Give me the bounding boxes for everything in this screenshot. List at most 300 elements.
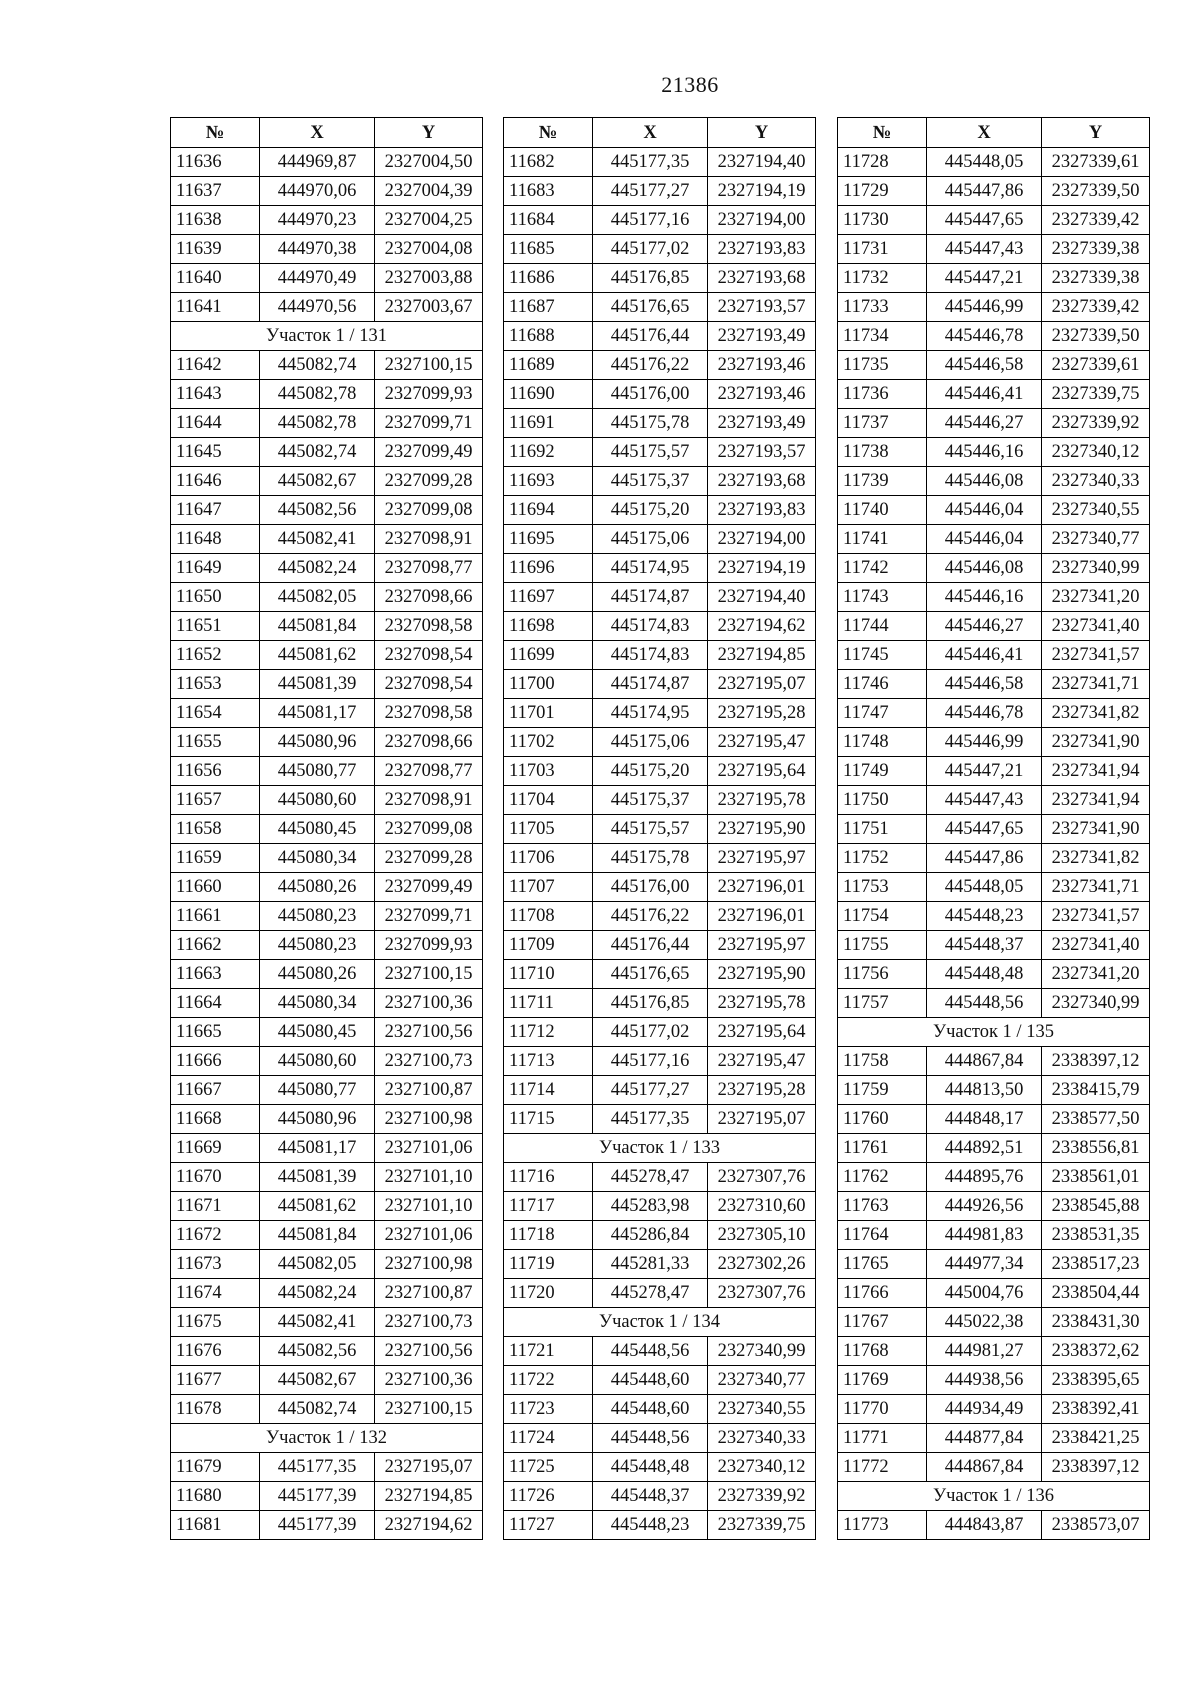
x-coordinate-cell: 445175,37 (593, 786, 708, 815)
y-coordinate-cell: 2327196,01 (708, 902, 816, 931)
x-coordinate-cell: 445080,23 (260, 931, 375, 960)
y-coordinate-cell: 2327339,50 (1042, 177, 1150, 206)
point-number-cell: 11709 (504, 931, 593, 960)
table-row (171, 1366, 483, 1395)
point-number-cell: 11724 (504, 1424, 593, 1453)
point-number-cell: 11711 (504, 989, 593, 1018)
y-coordinate-cell: 2338415,79 (1042, 1076, 1150, 1105)
table-row (504, 1337, 816, 1366)
table-row (838, 1250, 1150, 1279)
point-number-cell: 11681 (171, 1511, 260, 1540)
y-coordinate-cell: 2327099,93 (375, 931, 483, 960)
table-row (171, 844, 483, 873)
table-row (171, 641, 483, 670)
y-coordinate-cell: 2327098,77 (375, 757, 483, 786)
table-row (838, 1134, 1150, 1163)
table-row (838, 380, 1150, 409)
y-coordinate-cell: 2327341,71 (1042, 873, 1150, 902)
x-coordinate-cell: 445446,58 (927, 670, 1042, 699)
table-row (171, 1511, 483, 1540)
table-row (504, 699, 816, 728)
table-row (838, 525, 1150, 554)
x-coordinate-cell: 445278,47 (593, 1279, 708, 1308)
point-number-cell: 11683 (504, 177, 593, 206)
y-coordinate-cell: 2327341,20 (1042, 583, 1150, 612)
y-coordinate-cell: 2327195,07 (708, 670, 816, 699)
y-coordinate-cell: 2327100,15 (375, 1395, 483, 1424)
x-coordinate-cell: 445174,83 (593, 612, 708, 641)
y-coordinate-cell: 2327340,99 (708, 1337, 816, 1366)
y-coordinate-cell: 2327195,47 (708, 1047, 816, 1076)
y-coordinate-cell: 2327100,73 (375, 1047, 483, 1076)
point-number-cell: 11687 (504, 293, 593, 322)
table-row (838, 322, 1150, 351)
y-coordinate-cell: 2327341,82 (1042, 699, 1150, 728)
y-coordinate-cell: 2327196,01 (708, 873, 816, 902)
table-row (838, 1105, 1150, 1134)
y-coordinate-cell: 2327194,62 (375, 1511, 483, 1540)
x-coordinate-cell: 445177,02 (593, 235, 708, 264)
section-row (504, 1134, 816, 1163)
x-coordinate-cell: 445448,56 (593, 1424, 708, 1453)
point-number-cell: 11756 (838, 960, 927, 989)
point-number-cell: 11677 (171, 1366, 260, 1395)
y-coordinate-cell: 2327195,78 (708, 989, 816, 1018)
point-number-cell: 11717 (504, 1192, 593, 1221)
point-number-cell: 11693 (504, 467, 593, 496)
table-header-row (838, 118, 1150, 148)
point-number-cell: 11702 (504, 728, 593, 757)
table-row (838, 1076, 1150, 1105)
section-row (171, 1424, 483, 1453)
x-coordinate-cell: 445176,85 (593, 264, 708, 293)
x-coordinate-cell: 444867,84 (927, 1047, 1042, 1076)
y-coordinate-cell: 2327004,08 (375, 235, 483, 264)
y-coordinate-cell: 2338421,25 (1042, 1424, 1150, 1453)
y-coordinate-cell: 2327100,15 (375, 960, 483, 989)
table-row (504, 1221, 816, 1250)
point-number-cell: 11744 (838, 612, 927, 641)
point-number-cell: 11764 (838, 1221, 927, 1250)
point-number-cell: 11668 (171, 1105, 260, 1134)
point-number-cell: 11751 (838, 815, 927, 844)
table-row (838, 786, 1150, 815)
table-row (171, 1250, 483, 1279)
point-number-cell: 11698 (504, 612, 593, 641)
x-coordinate-cell: 445176,65 (593, 960, 708, 989)
y-coordinate-cell: 2327100,98 (375, 1250, 483, 1279)
header-number: № (171, 118, 260, 148)
header-x: X (927, 118, 1042, 148)
y-coordinate-cell: 2327098,66 (375, 728, 483, 757)
y-coordinate-cell: 2327099,28 (375, 844, 483, 873)
point-number-cell: 11639 (171, 235, 260, 264)
x-coordinate-cell: 445080,60 (260, 786, 375, 815)
y-coordinate-cell: 2327340,77 (1042, 525, 1150, 554)
x-coordinate-cell: 445080,60 (260, 1047, 375, 1076)
x-coordinate-cell: 445446,78 (927, 322, 1042, 351)
table-row (171, 554, 483, 583)
x-coordinate-cell: 445448,23 (927, 902, 1042, 931)
x-coordinate-cell: 444926,56 (927, 1192, 1042, 1221)
point-number-cell: 11706 (504, 844, 593, 873)
x-coordinate-cell: 445175,20 (593, 496, 708, 525)
y-coordinate-cell: 2327195,78 (708, 786, 816, 815)
x-coordinate-cell: 445447,21 (927, 757, 1042, 786)
y-coordinate-cell: 2327339,75 (1042, 380, 1150, 409)
point-number-cell: 11696 (504, 554, 593, 583)
table-row (838, 1453, 1150, 1482)
point-number-cell: 11680 (171, 1482, 260, 1511)
table-row (171, 612, 483, 641)
y-coordinate-cell: 2327340,33 (708, 1424, 816, 1453)
point-number-cell: 11671 (171, 1192, 260, 1221)
y-coordinate-cell: 2327004,39 (375, 177, 483, 206)
x-coordinate-cell: 445446,41 (927, 641, 1042, 670)
header-y: Y (1042, 118, 1150, 148)
y-coordinate-cell: 2327193,49 (708, 409, 816, 438)
point-number-cell: 11694 (504, 496, 593, 525)
point-number-cell: 11690 (504, 380, 593, 409)
point-number-cell: 11670 (171, 1163, 260, 1192)
table-row (504, 1366, 816, 1395)
table-row (504, 351, 816, 380)
x-coordinate-cell: 445446,27 (927, 409, 1042, 438)
point-number-cell: 11712 (504, 1018, 593, 1047)
section-row (838, 1018, 1150, 1047)
point-number-cell: 11673 (171, 1250, 260, 1279)
table-row (171, 293, 483, 322)
table-row (171, 1047, 483, 1076)
x-coordinate-cell: 445174,95 (593, 699, 708, 728)
x-coordinate-cell: 444895,76 (927, 1163, 1042, 1192)
x-coordinate-cell: 444970,23 (260, 206, 375, 235)
x-coordinate-cell: 445446,99 (927, 293, 1042, 322)
point-number-cell: 11705 (504, 815, 593, 844)
y-coordinate-cell: 2338392,41 (1042, 1395, 1150, 1424)
x-coordinate-cell: 444843,87 (927, 1511, 1042, 1540)
x-coordinate-cell: 445082,41 (260, 525, 375, 554)
x-coordinate-cell: 445446,16 (927, 583, 1042, 612)
x-coordinate-cell: 445177,02 (593, 1018, 708, 1047)
section-label: Участок 1 / 135 (838, 1018, 1150, 1047)
table-row (504, 844, 816, 873)
x-coordinate-cell: 445177,35 (593, 1105, 708, 1134)
point-number-cell: 11727 (504, 1511, 593, 1540)
point-number-cell: 11686 (504, 264, 593, 293)
point-number-cell: 11760 (838, 1105, 927, 1134)
point-number-cell: 11757 (838, 989, 927, 1018)
x-coordinate-cell: 445177,16 (593, 206, 708, 235)
point-number-cell: 11713 (504, 1047, 593, 1076)
x-coordinate-cell: 445448,05 (927, 148, 1042, 177)
x-coordinate-cell: 445447,65 (927, 815, 1042, 844)
point-number-cell: 11725 (504, 1453, 593, 1482)
point-number-cell: 11692 (504, 438, 593, 467)
point-number-cell: 11758 (838, 1047, 927, 1076)
x-coordinate-cell: 445176,44 (593, 322, 708, 351)
table-row (171, 1163, 483, 1192)
x-coordinate-cell: 445175,06 (593, 728, 708, 757)
point-number-cell: 11646 (171, 467, 260, 496)
y-coordinate-cell: 2327195,64 (708, 757, 816, 786)
y-coordinate-cell: 2327098,77 (375, 554, 483, 583)
table-row (504, 989, 816, 1018)
header-y: Y (375, 118, 483, 148)
point-number-cell: 11654 (171, 699, 260, 728)
x-coordinate-cell: 445082,74 (260, 351, 375, 380)
y-coordinate-cell: 2327098,54 (375, 670, 483, 699)
point-number-cell: 11674 (171, 1279, 260, 1308)
table-row (504, 148, 816, 177)
point-number-cell: 11661 (171, 902, 260, 931)
point-number-cell: 11767 (838, 1308, 927, 1337)
x-coordinate-cell: 445080,23 (260, 902, 375, 931)
y-coordinate-cell: 2327339,92 (1042, 409, 1150, 438)
y-coordinate-cell: 2327099,93 (375, 380, 483, 409)
y-coordinate-cell: 2327099,49 (375, 438, 483, 467)
x-coordinate-cell: 445448,60 (593, 1395, 708, 1424)
x-coordinate-cell: 445447,65 (927, 206, 1042, 235)
y-coordinate-cell: 2327100,87 (375, 1076, 483, 1105)
table-row (171, 931, 483, 960)
x-coordinate-cell: 445176,44 (593, 931, 708, 960)
point-number-cell: 11666 (171, 1047, 260, 1076)
y-coordinate-cell: 2327340,12 (708, 1453, 816, 1482)
x-coordinate-cell: 445448,56 (593, 1337, 708, 1366)
point-number-cell: 11733 (838, 293, 927, 322)
section-row (171, 322, 483, 351)
y-coordinate-cell: 2327003,67 (375, 293, 483, 322)
table-row (504, 525, 816, 554)
y-coordinate-cell: 2327098,54 (375, 641, 483, 670)
table-row (504, 293, 816, 322)
section-label: Участок 1 / 131 (171, 322, 483, 351)
table-row (504, 1076, 816, 1105)
table-row (504, 1163, 816, 1192)
table-row (838, 148, 1150, 177)
point-number-cell: 11663 (171, 960, 260, 989)
point-number-cell: 11678 (171, 1395, 260, 1424)
y-coordinate-cell: 2327195,07 (375, 1453, 483, 1482)
section-label: Участок 1 / 132 (171, 1424, 483, 1453)
x-coordinate-cell: 444970,38 (260, 235, 375, 264)
x-coordinate-cell: 444981,27 (927, 1337, 1042, 1366)
point-number-cell: 11769 (838, 1366, 927, 1395)
x-coordinate-cell: 445082,67 (260, 467, 375, 496)
table-row (171, 1134, 483, 1163)
point-number-cell: 11745 (838, 641, 927, 670)
table-row (504, 1047, 816, 1076)
x-coordinate-cell: 445446,16 (927, 438, 1042, 467)
y-coordinate-cell: 2327193,49 (708, 322, 816, 351)
x-coordinate-cell: 444969,87 (260, 148, 375, 177)
x-coordinate-cell: 444938,56 (927, 1366, 1042, 1395)
point-number-cell: 11737 (838, 409, 927, 438)
y-coordinate-cell: 2327193,83 (708, 235, 816, 264)
point-number-cell: 11688 (504, 322, 593, 351)
point-number-cell: 11684 (504, 206, 593, 235)
table-row (504, 1424, 816, 1453)
x-coordinate-cell: 445447,43 (927, 235, 1042, 264)
point-number-cell: 11763 (838, 1192, 927, 1221)
point-number-cell: 11708 (504, 902, 593, 931)
x-coordinate-cell: 445082,05 (260, 583, 375, 612)
table-row (171, 1192, 483, 1221)
x-coordinate-cell: 445080,26 (260, 960, 375, 989)
y-coordinate-cell: 2327307,76 (708, 1163, 816, 1192)
point-number-cell: 11676 (171, 1337, 260, 1366)
table-row (171, 1018, 483, 1047)
y-coordinate-cell: 2327099,71 (375, 902, 483, 931)
x-coordinate-cell: 445177,39 (260, 1482, 375, 1511)
point-number-cell: 11656 (171, 757, 260, 786)
point-number-cell: 11770 (838, 1395, 927, 1424)
point-number-cell: 11682 (504, 148, 593, 177)
table-row (504, 873, 816, 902)
x-coordinate-cell: 445175,57 (593, 438, 708, 467)
x-coordinate-cell: 445176,00 (593, 873, 708, 902)
y-coordinate-cell: 2327194,85 (375, 1482, 483, 1511)
table-row (171, 1076, 483, 1105)
y-coordinate-cell: 2327341,71 (1042, 670, 1150, 699)
table-row (838, 757, 1150, 786)
header-y: Y (708, 118, 816, 148)
y-coordinate-cell: 2327098,58 (375, 612, 483, 641)
x-coordinate-cell: 445175,78 (593, 409, 708, 438)
point-number-cell: 11710 (504, 960, 593, 989)
y-coordinate-cell: 2327340,99 (1042, 989, 1150, 1018)
x-coordinate-cell: 445174,87 (593, 670, 708, 699)
x-coordinate-cell: 445080,34 (260, 844, 375, 873)
x-coordinate-cell: 445446,04 (927, 496, 1042, 525)
x-coordinate-cell: 445175,57 (593, 815, 708, 844)
y-coordinate-cell: 2338372,62 (1042, 1337, 1150, 1366)
point-number-cell: 11691 (504, 409, 593, 438)
y-coordinate-cell: 2327194,19 (708, 554, 816, 583)
table-row (171, 1308, 483, 1337)
y-coordinate-cell: 2327100,56 (375, 1337, 483, 1366)
table-row (504, 1105, 816, 1134)
point-number-cell: 11667 (171, 1076, 260, 1105)
table-row (171, 960, 483, 989)
y-coordinate-cell: 2327340,99 (1042, 554, 1150, 583)
point-number-cell: 11768 (838, 1337, 927, 1366)
x-coordinate-cell: 444970,06 (260, 177, 375, 206)
header-number: № (838, 118, 927, 148)
section-label: Участок 1 / 133 (504, 1134, 816, 1163)
header-x: X (593, 118, 708, 148)
y-coordinate-cell: 2327341,40 (1042, 612, 1150, 641)
x-coordinate-cell: 444970,56 (260, 293, 375, 322)
y-coordinate-cell: 2327194,00 (708, 206, 816, 235)
x-coordinate-cell: 445175,78 (593, 844, 708, 873)
y-coordinate-cell: 2327339,42 (1042, 206, 1150, 235)
point-number-cell: 11664 (171, 989, 260, 1018)
table-row (504, 786, 816, 815)
point-number-cell: 11771 (838, 1424, 927, 1453)
x-coordinate-cell: 445082,24 (260, 1279, 375, 1308)
table-row (838, 989, 1150, 1018)
table-row (171, 1105, 483, 1134)
x-coordinate-cell: 444977,34 (927, 1250, 1042, 1279)
coordinates-table-column-3 (837, 117, 1150, 1540)
point-number-cell: 11657 (171, 786, 260, 815)
table-row (171, 815, 483, 844)
table-row (171, 1221, 483, 1250)
table-row (838, 1192, 1150, 1221)
table-row (504, 757, 816, 786)
x-coordinate-cell: 445082,41 (260, 1308, 375, 1337)
point-number-cell: 11653 (171, 670, 260, 699)
x-coordinate-cell: 445448,23 (593, 1511, 708, 1540)
x-coordinate-cell: 444813,50 (927, 1076, 1042, 1105)
x-coordinate-cell: 445080,45 (260, 1018, 375, 1047)
table-row (504, 1482, 816, 1511)
table-row (504, 496, 816, 525)
x-coordinate-cell: 445447,21 (927, 264, 1042, 293)
table-row (838, 612, 1150, 641)
y-coordinate-cell: 2338531,35 (1042, 1221, 1150, 1250)
y-coordinate-cell: 2327099,08 (375, 815, 483, 844)
point-number-cell: 11665 (171, 1018, 260, 1047)
point-number-cell: 11637 (171, 177, 260, 206)
point-number-cell: 11754 (838, 902, 927, 931)
point-number-cell: 11749 (838, 757, 927, 786)
y-coordinate-cell: 2327101,10 (375, 1192, 483, 1221)
x-coordinate-cell: 444970,49 (260, 264, 375, 293)
x-coordinate-cell: 445446,99 (927, 728, 1042, 757)
y-coordinate-cell: 2327302,26 (708, 1250, 816, 1279)
table-row (171, 989, 483, 1018)
table-row (838, 670, 1150, 699)
x-coordinate-cell: 445082,56 (260, 496, 375, 525)
point-number-cell: 11648 (171, 525, 260, 554)
x-coordinate-cell: 445080,45 (260, 815, 375, 844)
point-number-cell: 11726 (504, 1482, 593, 1511)
y-coordinate-cell: 2327193,68 (708, 264, 816, 293)
table-header-row (504, 118, 816, 148)
point-number-cell: 11722 (504, 1366, 593, 1395)
point-number-cell: 11716 (504, 1163, 593, 1192)
table-row (171, 1453, 483, 1482)
table-row (171, 757, 483, 786)
x-coordinate-cell: 445081,84 (260, 612, 375, 641)
section-label: Участок 1 / 136 (838, 1482, 1150, 1511)
y-coordinate-cell: 2327193,83 (708, 496, 816, 525)
table-row (171, 1337, 483, 1366)
table-row (504, 467, 816, 496)
x-coordinate-cell: 445447,86 (927, 177, 1042, 206)
point-number-cell: 11658 (171, 815, 260, 844)
y-coordinate-cell: 2327341,57 (1042, 902, 1150, 931)
x-coordinate-cell: 444867,84 (927, 1453, 1042, 1482)
x-coordinate-cell: 445446,78 (927, 699, 1042, 728)
x-coordinate-cell: 445177,35 (260, 1453, 375, 1482)
x-coordinate-cell: 445176,22 (593, 902, 708, 931)
table-row (171, 1279, 483, 1308)
y-coordinate-cell: 2327101,06 (375, 1134, 483, 1163)
y-coordinate-cell: 2327341,90 (1042, 815, 1150, 844)
x-coordinate-cell: 445446,58 (927, 351, 1042, 380)
table-row (838, 1308, 1150, 1337)
table-row (504, 409, 816, 438)
x-coordinate-cell: 445080,34 (260, 989, 375, 1018)
table-row (504, 554, 816, 583)
x-coordinate-cell: 445081,39 (260, 1163, 375, 1192)
table-row (838, 1337, 1150, 1366)
point-number-cell: 11650 (171, 583, 260, 612)
